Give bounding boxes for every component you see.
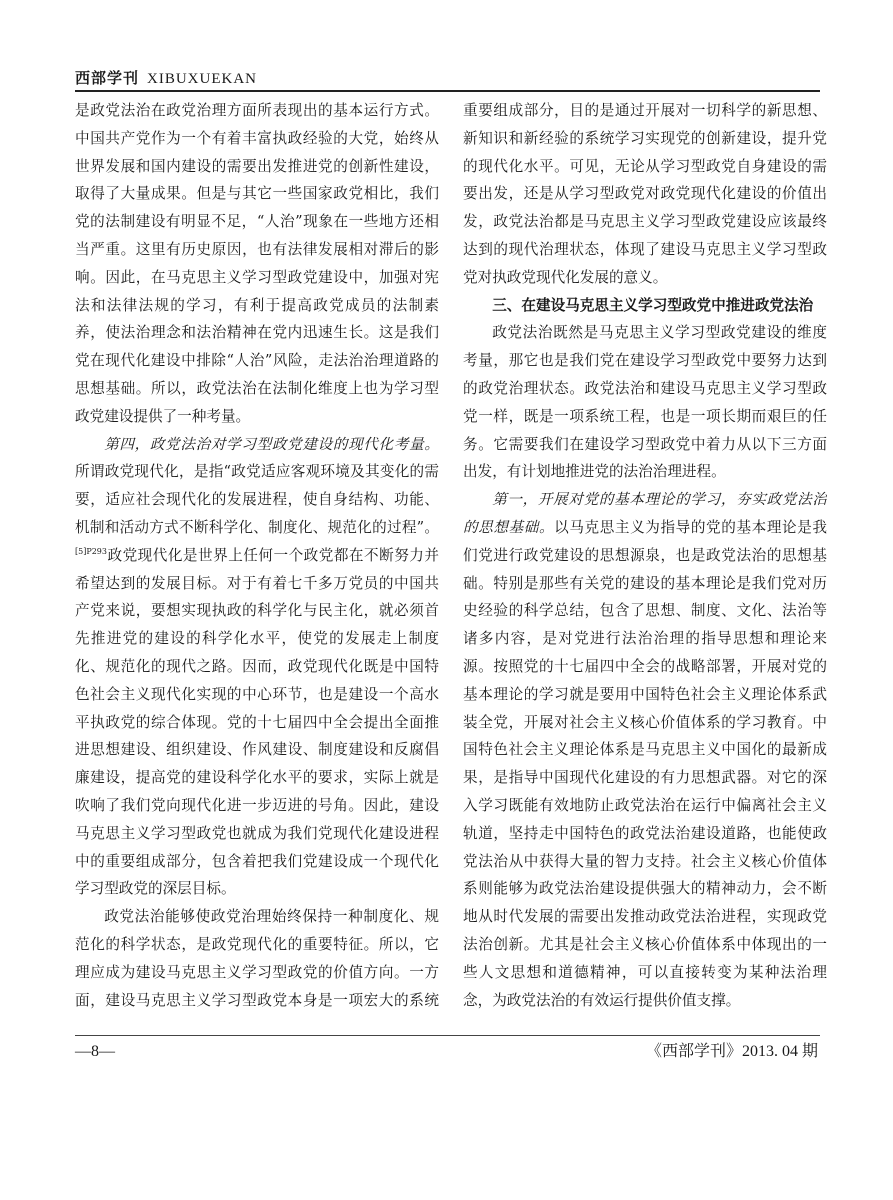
journal-title-en: XIBUXUEKAN	[147, 71, 258, 87]
paragraph: 政党法治能够使政党治理始终保持一种制度化、规范化的科学状态，是政党现代化的重要特征。所以，它理应成为建设马克思主义学习型政党的价值方向。一方面，建设马克思主义学习型政党本身是一项宏大的系统	[75, 908, 439, 1009]
right-column	[463, 97, 827, 1015]
paragraph: 政党法治既然是马克思主义学习型政党建设的维度考量，那它也是我们党在建设学习型政党中要努力达到的政党治理状态。政党法治和建设马克思主义学习型政党一样，既是一项系统工程，也是一项长期而艰巨的任务。它需要我们在建设学习型政党中着力从以下三方面出发，有计划地推进党的法治治理进程。	[463, 324, 827, 481]
paragraph-text: 以马克思主义为指导的党的基本理论是我们党进行政党建设的思想源泉，也是政党法治的思想基础。特别是那些有关党的建设的基本理论是我们党对历史经验的科学总结，包含了思想、制度、文化、法治等诸多内容，是对党进行法治治理的指导思想和理论来源。按照党的十七届四中全会的战略部署，开展对党的基本理论的学习就是要用中国特色社会主义理论体系武装全党，开展对社会主义核心价值体系的学习教育。中国特色社会主义理论体系是马克思主义中国化的最新成果，是指导中国现代化建设的有力思想武器。对它的深入学习既能有效地防止政党法治在运行中偏离社会主义轨道，坚持走中国特色的政党法治建设道路，也能使政党法治从中获得大量的智力支持。社会主义核心价值体系则能够为政党法治建设提供强大的精神动力，会不断地从时代发展的需要出发推动政党法治进程，实现政党法治创新。尤其是社会主义核心价值体系中体现出的一些人文思想和道德精神，可以直接转变为某种法治理念，为政党法治的有效运行提供价值支撑。	[463, 518, 827, 1009]
paragraph	[75, 431, 439, 904]
footer-rule	[75, 1035, 820, 1036]
running-header	[75, 68, 820, 89]
paragraph: 重要组成部分，目的是通过开展对一切科学的新思想、新知识和新经验的系统学习实现党的创新建设，提升党的现代化水平。可见，无论从学习型政党自身建设的需要出发，还是从学习型政党对政党现代化建设的价值出发，政党法治都是马克思主义学习型政党建设应该最终达到的现代治理状态，体现了建设马克思主义学习型政党对执政党现代化发展的意义。	[463, 102, 827, 286]
journal-title-cn: 西部学刊	[75, 69, 140, 87]
journal-issue: 《西部学刊》2013. 04 期	[645, 1043, 818, 1060]
paragraph	[463, 486, 827, 1014]
lead-in: 第一，开展对党的基本理论的学习，夯实政党法治的思想基础。	[463, 491, 827, 536]
paragraph-text: 所谓政党现代化，是指“政党适应客观环境及其变化的需要，适应社会现代化的发展进程，使自身结构、功能、机制和活动方式不断科学化、制度化、规范化的过程”。	[75, 463, 439, 536]
page-number: —8—	[75, 1043, 115, 1060]
citation-marker: [5]P293	[75, 546, 107, 556]
lead-in: 第四，政党法治对学习型政党建设的现代化考量。	[104, 435, 439, 453]
paragraph-text: 政党现代化是世界上任何一个政党都在不断努力并希望达到的发展目标。对于有着七千多万党员的中国共产党来说，要想实现执政的科学化与民主化，就必须首先推进党的建设的科学化水平，使党的发展走上制度化、规范化的现代之路。因而，政党现代化既是中国特色社会主义现代化实现的中心环节，也是建设一个高水平执政党的综合体现。党的十七届四中全会提出全面推进思想建设、组织建设、作风建设、制度建设和反腐倡廉建设，提高党的建设科学化水平的要求，实际上就是吹响了我们党向现代化进一步迈进的号角。因此，建设马克思主义学习型政党也就成为我们党现代化建设进程中的重要组成部分，包含着把我们党建设成一个现代化学习型政党的深层目标。	[75, 546, 439, 898]
left-column	[75, 97, 439, 1015]
header-rule	[75, 90, 820, 92]
paragraph	[463, 1014, 827, 1015]
paragraph: 是政党法治在政党治理方面所表现出的基本运行方式。中国共产党作为一个有着丰富执政经验的大党，始终从世界发展和国内建设的需要出发推进党的创新性建设，取得了大量成果。但是与其它一些国家政党相比，我们党的法制建设有明显不足，“人治”现象在一些地方还相当严重。这里有历史原因，也有法律发展相对滞后的影响。因此，在马克思主义学习型政党建设中，加强对宪法和法律法规的学习，有利于提高政党成员的法制素养，使法治理念和法治精神在党内迅速生长。这是我们党在现代化建设中排除“人治”风险，走法治治理道路的思想基础。所以，政党法治在法制化维度上也为学习型政党建设提供了一种考量。	[75, 102, 439, 425]
section-heading: 三、在建设马克思主义学习型政党中推进政党法治	[492, 296, 814, 314]
